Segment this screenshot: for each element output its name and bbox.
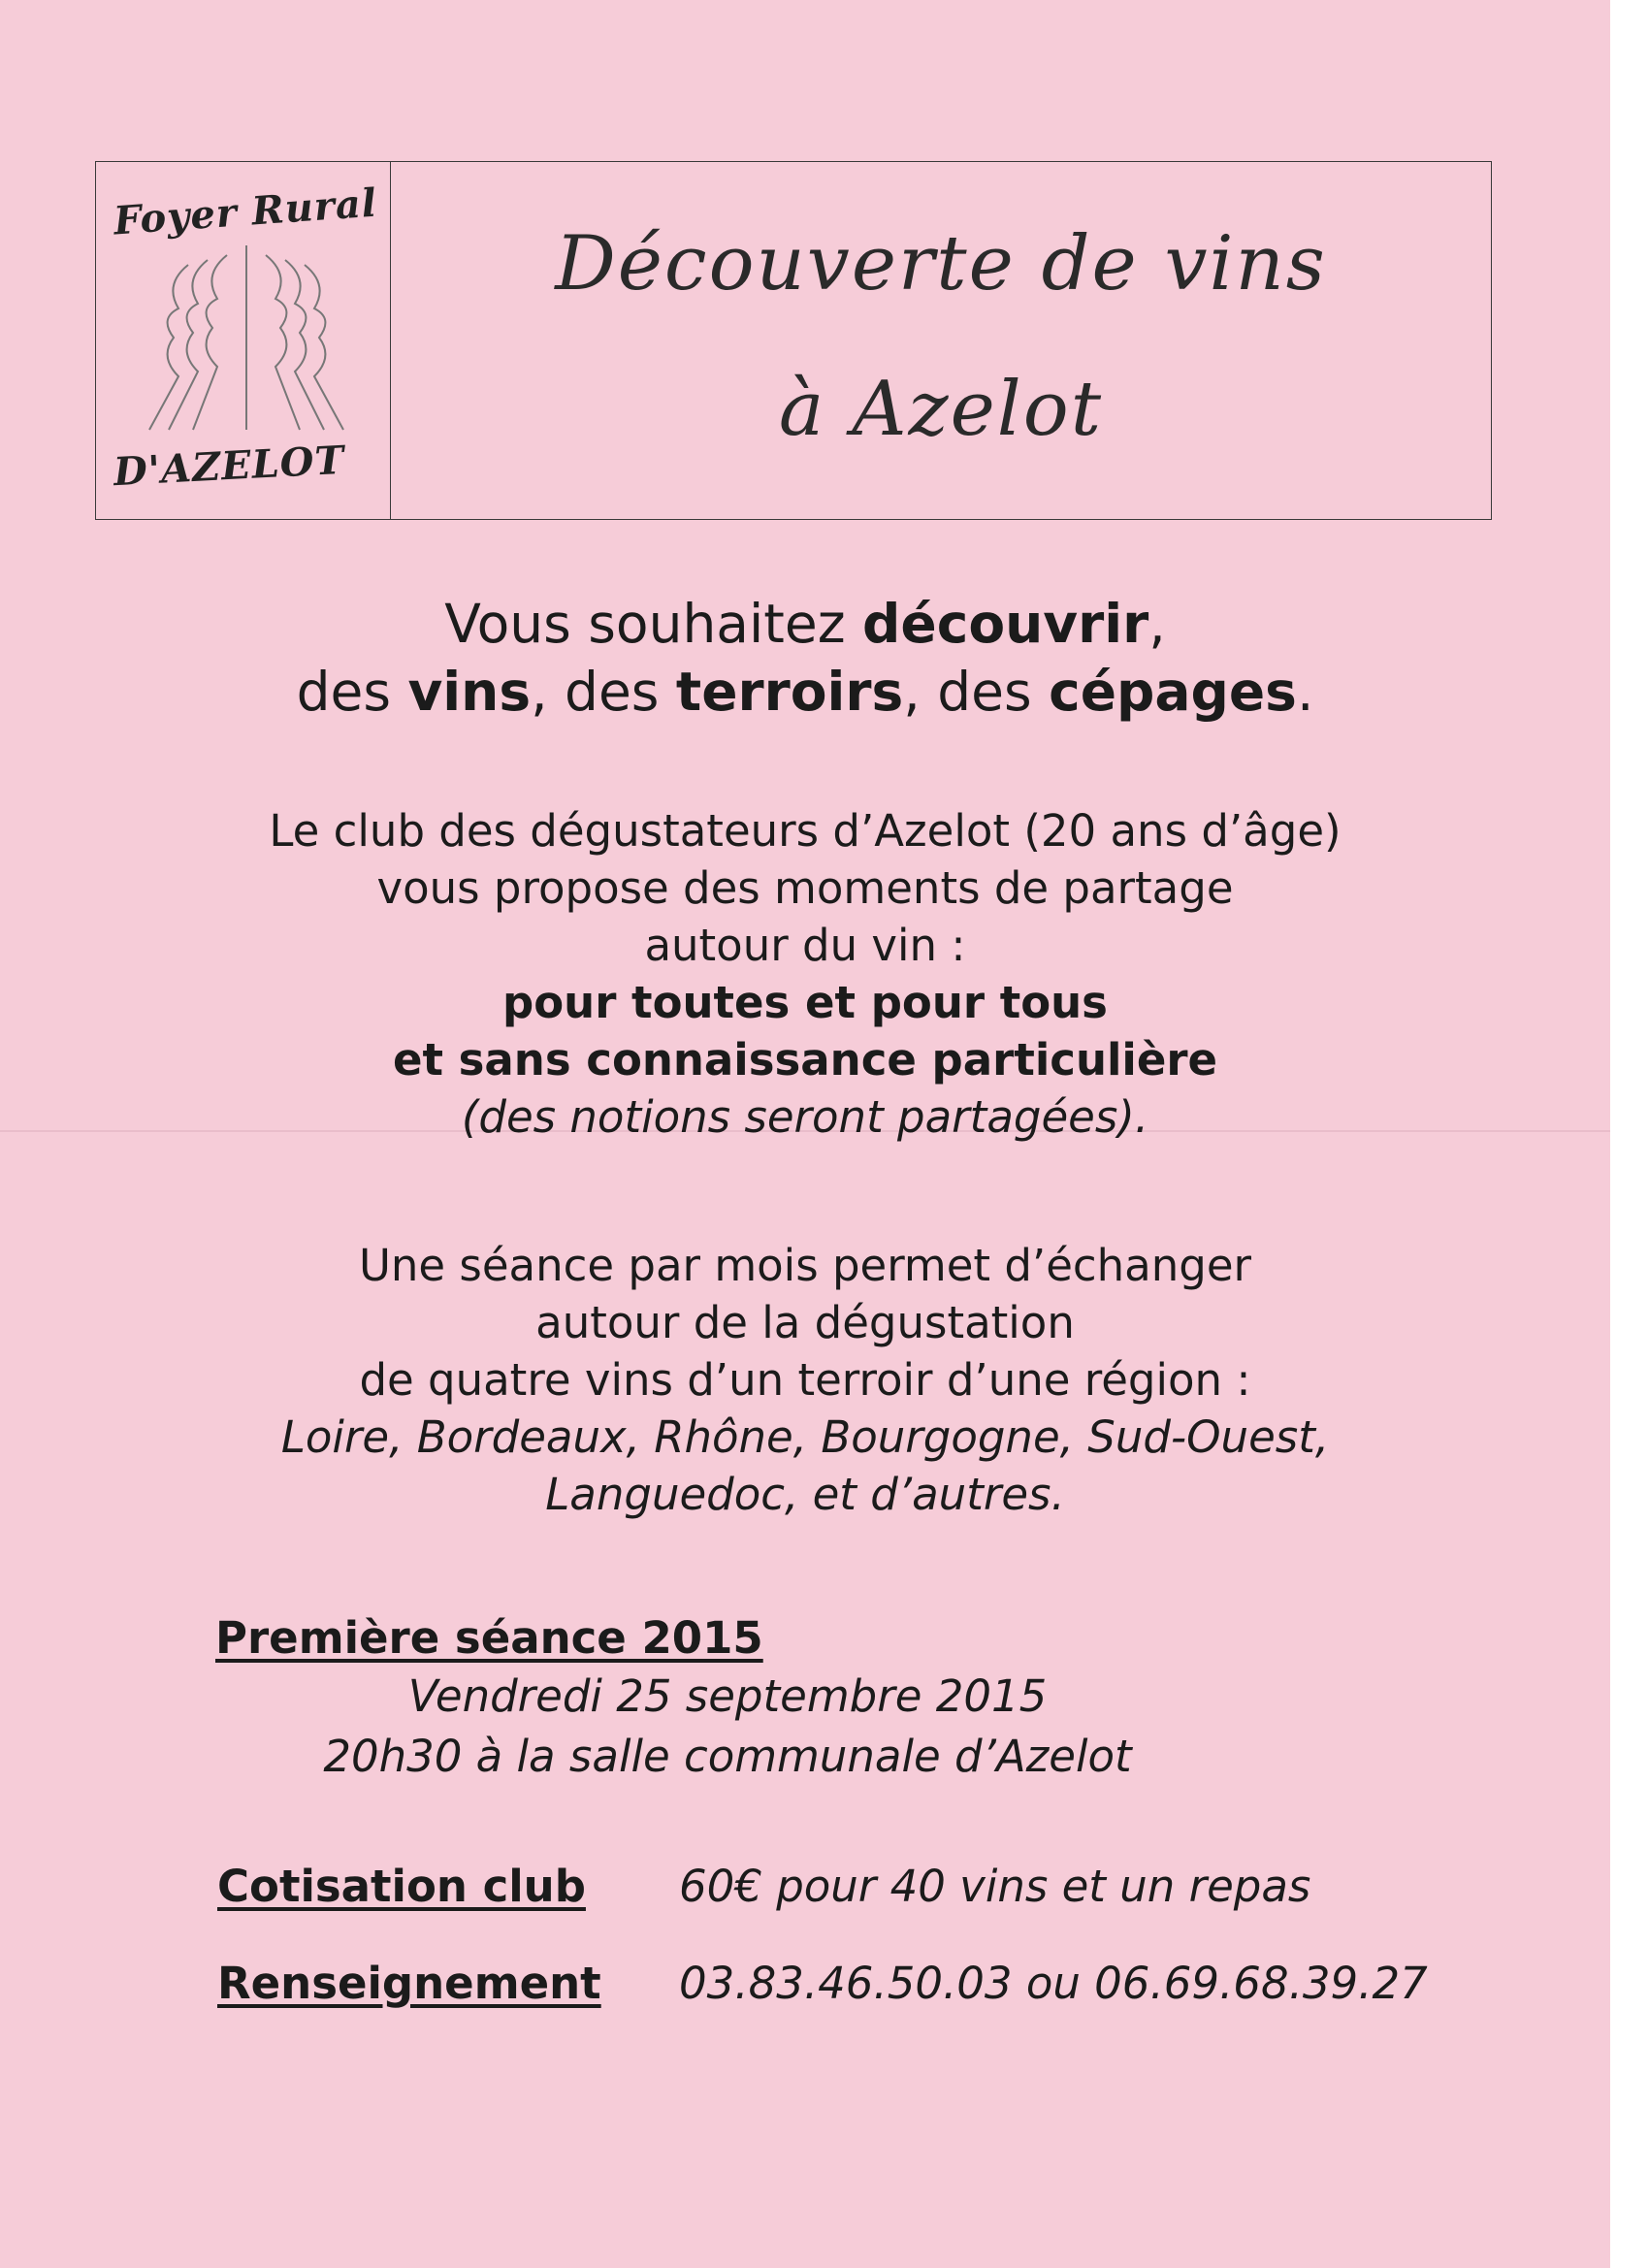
club-highlight: pour toutes et pour tous bbox=[502, 977, 1108, 1028]
intro-text: , bbox=[1148, 593, 1166, 655]
logo-bottom-text: D'AZELOT bbox=[112, 437, 346, 496]
intro-keyword: vins bbox=[407, 661, 532, 723]
seance-line: autour de la dégustation bbox=[535, 1297, 1075, 1348]
seance-regions: Loire, Bordeaux, Rhône, Bourgogne, Sud-Ouest, bbox=[280, 1411, 1330, 1463]
intro-text: des bbox=[296, 661, 408, 723]
foyer-rural-logo bbox=[96, 162, 391, 519]
intro-paragraph bbox=[0, 590, 1610, 726]
club-highlight: et sans connaissance particulière bbox=[392, 1034, 1218, 1085]
renseignement-label: Renseignement bbox=[217, 1958, 601, 2009]
seance-paragraph bbox=[0, 1237, 1610, 1523]
faces-silhouette-icon bbox=[135, 236, 358, 449]
renseignement-phone-numbers: 03.83.46.50.03 ou 06.69.68.39.27 bbox=[679, 1958, 1428, 2009]
intro-text: Vous souhaitez bbox=[444, 593, 863, 655]
intro-line-1 bbox=[0, 590, 1610, 658]
intro-line-2 bbox=[0, 658, 1610, 726]
premiere-seance-time-place: 20h30 à la salle communale d’Azelot bbox=[323, 1731, 1132, 1782]
cotisation-value: 60€ pour 40 vins et un repas bbox=[679, 1861, 1311, 1912]
club-line: vous propose des moments de partage bbox=[376, 862, 1234, 914]
intro-keyword: cépages bbox=[1049, 661, 1297, 723]
club-note: (des notions seront partagées). bbox=[461, 1091, 1149, 1143]
seance-regions: Languedoc, et d’autres. bbox=[545, 1469, 1065, 1520]
premiere-seance-date: Vendredi 25 septembre 2015 bbox=[407, 1670, 1048, 1722]
cotisation-label: Cotisation club bbox=[217, 1861, 586, 1912]
seance-line: de quatre vins d’un terroir d’une région : bbox=[359, 1354, 1251, 1406]
premiere-seance-heading: Première séance 2015 bbox=[215, 1612, 763, 1664]
club-line: autour du vin : bbox=[644, 920, 966, 971]
intro-text: , des bbox=[903, 661, 1050, 723]
club-line: Le club des dégustateurs d’Azelot (20 ans d’âge) bbox=[269, 805, 1342, 857]
title-area bbox=[391, 162, 1491, 519]
intro-text: . bbox=[1296, 661, 1314, 723]
club-paragraph bbox=[0, 802, 1610, 1146]
seance-line: Une séance par mois permet d’échanger bbox=[358, 1240, 1252, 1291]
intro-text: , des bbox=[531, 661, 676, 723]
intro-keyword: terroirs bbox=[675, 661, 904, 723]
title-line-2: à Azelot bbox=[778, 366, 1104, 453]
logo-top-text: Foyer Rural bbox=[112, 179, 379, 244]
intro-keyword: découvrir bbox=[862, 593, 1149, 655]
title-line-1: Découverte de vins bbox=[555, 220, 1327, 308]
header-box bbox=[95, 161, 1492, 520]
